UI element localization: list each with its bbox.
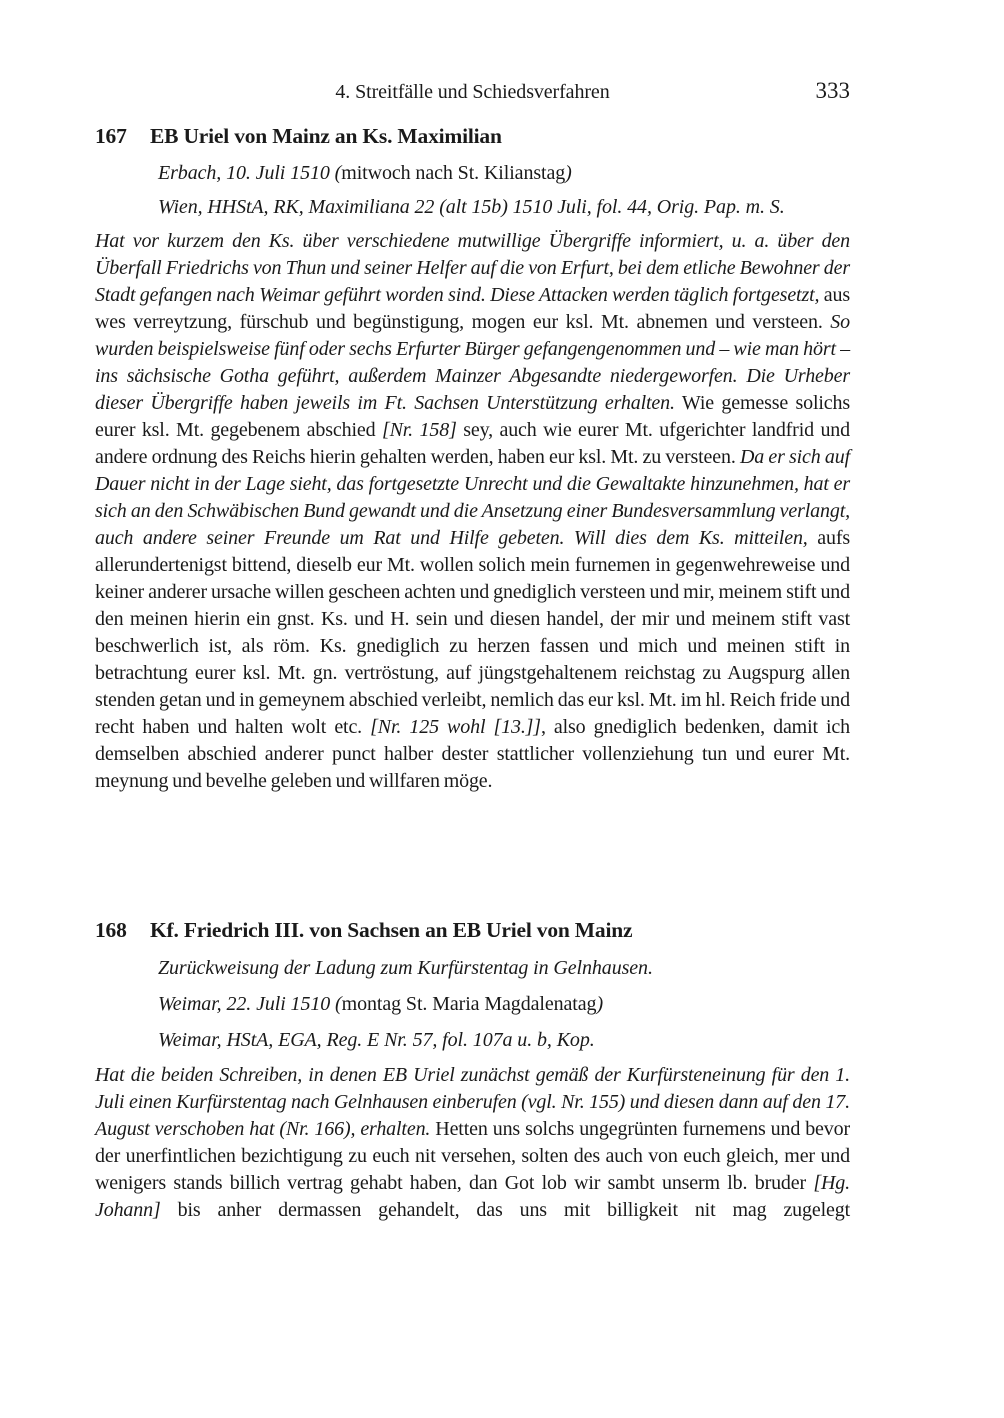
entry-body-text [95, 1062, 850, 1224]
entry-body-text [95, 228, 850, 795]
entry-title: Kf. Friedrich III. von Sachsen an EB Uriel von Mainz [150, 918, 633, 942]
headnote-line [158, 190, 850, 224]
entry-168 [95, 916, 850, 1224]
headnote-line [158, 950, 850, 986]
entry-headnote [158, 156, 850, 224]
running-head-section-title: 4. Streitfälle und Schiedsverfahren [335, 81, 610, 103]
entry-167 [95, 122, 850, 795]
italic-text-run: ) [565, 162, 572, 184]
italic-text-run: Zurückweisung der Ladung zum Kurfürstentag in Gelnhausen. [158, 957, 653, 979]
italic-text-run: Erbach, 10. Juli 1510 ( [158, 162, 342, 184]
italic-text-run: Wien, HHStA, RK, Maximiliana 22 (alt 15b) 1510 Juli, fol. 44, Orig. Pap. m. S. [158, 196, 785, 218]
roman-text-run: sey, auch wie eurer Mt. ufgerichter landfrid und andere ordnung des Reichs hierin gehalten werden, haben eur ksl. Mt. zu versteen. [95, 419, 850, 468]
italic-text-run: Hat vor kurzem den Ks. über verschiedene mutwillige Übergriffe informiert, u. a. über den Überfall Friedrichs von Thun und seiner Helfer auf die von Erfurt, bei dem etliche Bewohner der Stadt gefangen nach Weimar geführt worden sind. Diese Attacken werden täglich fortgesetzt, [95, 230, 850, 306]
entry-number: 167 [95, 124, 127, 148]
entries [95, 0, 850, 1418]
roman-text-run: aus wes verreytzung, fürschub und begünstigung, mogen eur ksl. Mt. abnemen und versteen. [95, 284, 850, 333]
entry-number: 168 [95, 918, 127, 942]
roman-text-run: Wie gemesse solichs eurer ksl. Mt. gegebenem abschied [95, 392, 850, 441]
entry-title-row [95, 122, 850, 150]
roman-text-run: aufs allerundertenigst bittend, dieselb eur Mt. wollen solich mein furnemen in gegenwehreweise und keiner anderer ursache willen gescheen achten und gnediglich versteen und mir, meinem stift und den meinen hierin ein gnst. Ks. und H. sein und diesen handel, der mir und meinem stift vast beschwerlich ist, als röm. Ks. gnediglich zu herzen fassen und mich und meinen stift in betrachtung eurer ksl. Mt. gn. vertröstung, auf jüngstgehaltenem reichstag zu Augspurg allen stenden getan und in gemeynem abschied verleibt, nemlich das eur ksl. Mt. im hl. Reich fride und recht haben und halten wolt etc. [95, 527, 850, 738]
entry-title-row [95, 916, 850, 944]
italic-text-run: Da er sich auf Dauer nicht in der Lage sieht, das fortgesetzte Unrecht und die Gewaltakte hinzunehmen, hat er sich an den Schwäbischen Bund gewandt und die Ansetzung einer Bundesversammlung verlangt, auch andere seiner Freunde um Rat und Hilfe gebeten. Will dies dem Ks. mitteilen, [95, 446, 850, 549]
roman-text-run: , also gnediglich bedenken, damit ich demselben abschied anderer punct halber dester stattlicher vollenziehung tun und eurer Mt. meynung und bevelhe geleben und willfaren möge. [95, 716, 851, 792]
italic-text-run: [Nr. 125 wohl [13.]] [370, 716, 541, 738]
headnote-line [158, 1022, 850, 1058]
italic-text-run: Weimar, HStA, EGA, Reg. E Nr. 57, fol. 107a u. b, Kop. [158, 1029, 595, 1051]
headnote-line [158, 156, 850, 190]
italic-text-run: [Hg. Johann] [95, 1172, 850, 1221]
entry-headnote [158, 950, 850, 1058]
page-number: 333 [815, 78, 850, 103]
roman-text-run: bis anher dermassen gehandelt, das uns mit billigkeit nit mag zugelegt [160, 1199, 850, 1221]
italic-text-run: Hat die beiden Schreiben, in denen EB Uriel zunächst gemäß der Kurfürsteneinung für den 1. Juli einen Kurfürstentag nach Gelnhausen einberufen (vgl. Nr. 155) und diesen dann auf den 17. August verschoben hat (Nr. 166), erhalten. [95, 1064, 850, 1140]
roman-text-run: Hetten uns solchs ungegrünten furnemens und bevor der unerfintlichen bezichtigung zu euch nit versehen, solten des auch von euch gleich, mer und wenigers stands billich vertrag gehabt haben, dan Got lob wir sambt unserm lb. bruder [95, 1118, 850, 1194]
italic-text-run: Weimar, 22. Juli 1510 ( [158, 993, 342, 1015]
italic-text-run: [Nr. 158] [381, 419, 457, 441]
roman-text-run: mitwoch nach St. Kilianstag [341, 162, 566, 184]
entry-title: EB Uriel von Mainz an Ks. Maximilian [150, 124, 502, 148]
roman-text-run: montag St. Maria Magdalenatag [341, 993, 597, 1015]
italic-text-run: ) [596, 993, 603, 1015]
italic-text-run: So wurden beispielsweise fünf oder sechs Erfurter Bürger gefangengenommen und – wie man hört – ins sächsische Gotha geführt, außerdem Mainzer Abgesandte niedergeworfen. Die Urheber dieser Übergriffe haben jeweils im Ft. Sachsen Unterstützung erhalten. [95, 311, 850, 414]
headnote-line [158, 986, 850, 1022]
